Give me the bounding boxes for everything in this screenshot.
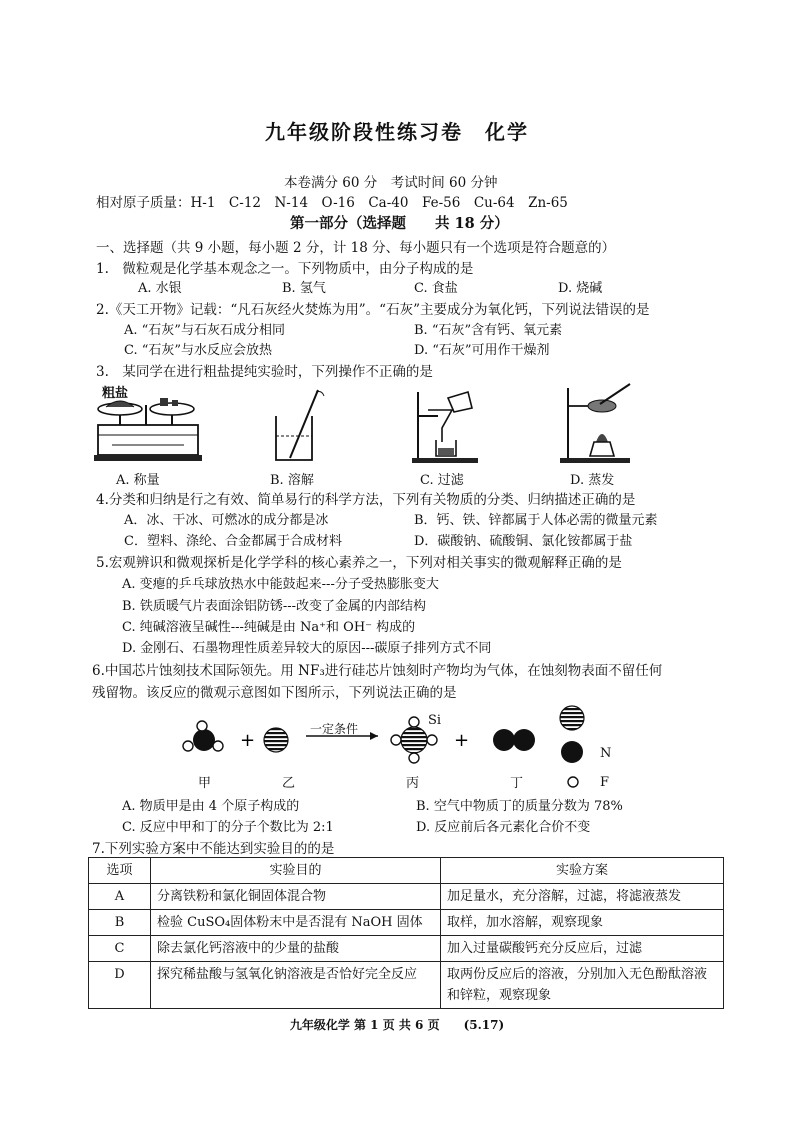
- q5-option-a: A. 变瘪的乒乓球放热水中能鼓起来---分子受热膨胀变大: [122, 577, 439, 592]
- q6-option-d: D. 反应前后各元素化合价不变: [416, 820, 591, 835]
- evaporation-figure: [556, 382, 636, 464]
- row-c-option: C: [89, 936, 151, 962]
- legend-n: N: [600, 746, 612, 761]
- legend-si-symbol: [560, 706, 584, 730]
- legend-f-symbol: [568, 777, 578, 787]
- species-ding: 丁: [510, 776, 524, 791]
- table-row: [89, 910, 724, 936]
- q2-option-b: B. “石灰”含有钙、氧元素: [414, 323, 563, 338]
- filtration-figure: [410, 388, 482, 464]
- salt-label: 粗盐: [102, 386, 129, 401]
- species-yi: 乙: [282, 776, 296, 791]
- header-plan: 实验方案: [441, 858, 724, 884]
- exam-info: 本卷满分 60 分 考试时间 60 分钟: [284, 175, 498, 191]
- page-title: 九年级阶段性练习卷 化学: [265, 120, 529, 144]
- legend-n-symbol: [561, 741, 583, 763]
- species-bing: 丙: [406, 776, 420, 791]
- q2-option-c: C. “石灰”与水反应会放热: [124, 343, 273, 358]
- section-intro: 一、选择题（共 9 小题，每小题 2 分，计 18 分、每小题只有一个选项是符合题意的）: [96, 240, 616, 256]
- table-header-row: [89, 858, 724, 884]
- q4-option-c: C．塑料、涤纶、合金都属于合成材料: [124, 534, 342, 549]
- table-row: [89, 936, 724, 962]
- q1-option-d: D. 烧碱: [558, 281, 603, 296]
- q5-option-d: D. 金刚石、石墨物理性质差异较大的原因---碳原子排列方式不同: [122, 641, 492, 656]
- q7-stem: 7.下列实验方案中不能达到实验目的的是: [92, 841, 335, 857]
- q1-option-c: C. 食盐: [414, 281, 458, 296]
- q6-option-b: B. 空气中物质丁的质量分数为 78%: [416, 799, 623, 814]
- q1-option-a: A. 水银: [138, 281, 182, 296]
- row-c-purpose: 除去氯化钙溶液中的少量的盐酸: [151, 936, 441, 962]
- page-footer: 九年级化学 第 1 页 共 6 页 (5.17): [289, 1018, 505, 1032]
- experiment-table: [88, 857, 724, 1009]
- molecule-jia: [183, 721, 223, 751]
- q4-stem: 4.分类和归纳是行之有效、简单易行的科学方法，下列有关物质的分类、归纳描述正确的是: [96, 492, 636, 508]
- row-d-option: D: [89, 962, 151, 1009]
- row-b-option: B: [89, 910, 151, 936]
- row-d-plan: 取两份反应后的溶液，分别加入无色酚酞溶液和锌粒，观察现象: [441, 962, 724, 1009]
- q1-option-b: B. 氢气: [282, 281, 326, 296]
- molecule-ding: [493, 729, 535, 751]
- header-purpose: 实验目的: [151, 858, 441, 884]
- q5-option-c: C. 纯碱溶液呈碱性---纯碱是由 Na⁺和 OH⁻ 构成的: [122, 620, 416, 635]
- q1-stem: 1. 微粒观是化学基本观念之一。下列物质中，由分子构成的是: [96, 261, 474, 277]
- row-b-plan: 取样，加水溶解，观察现象: [441, 910, 724, 936]
- q5-option-b: B. 铁质暖气片表面涂铝防锈---改变了金属的内部结构: [122, 599, 426, 614]
- table-row: [89, 962, 724, 1009]
- atomic-masses: 相对原子质量：H-1 C-12 N-14 O-16 Ca-40 Fe-56 Cu-64 Zn-65: [96, 195, 568, 211]
- q3-label-c: C. 过滤: [420, 473, 464, 488]
- row-c-plan: 加入过量碳酸钙充分反应后，过滤: [441, 936, 724, 962]
- q3-label-a: A. 称量: [116, 473, 160, 488]
- row-a-plan: 加足量水，充分溶解，过滤，将滤液蒸发: [441, 884, 724, 910]
- svg-text:+: +: [454, 730, 470, 751]
- q3-stem: 3. 某同学在进行粗盐提纯实验时，下列操作不正确的是: [96, 364, 433, 380]
- q6-stem-line1: 6.中国芯片蚀刻技术国际领先。用 NF₃进行硅芯片蚀刻时产物均为气体，在蚀刻物表面不留任何: [92, 663, 663, 679]
- q4-option-a: A．冰、干冰、可燃冰的成分都是冰: [124, 513, 329, 528]
- molecule-yi: [264, 728, 288, 752]
- svg-text:+: +: [240, 730, 256, 751]
- species-jia: 甲: [198, 776, 212, 791]
- q6-stem-line2: 残留物。该反应的微观示意图如下图所示，下列说法正确的是: [92, 685, 457, 701]
- q4-option-d: D．碳酸钠、硫酸铜、氯化铵都属于盐: [414, 534, 633, 549]
- q5-stem: 5.宏观辨识和微观探析是化学学科的核心素养之一，下列对相关事实的微观解释正确的是: [96, 555, 622, 571]
- reaction-condition: 一定条件: [310, 722, 359, 736]
- beaker-figure: [268, 388, 328, 464]
- row-b-purpose: 检验 CuSO₄固体粉末中是否混有 NaOH 固体: [151, 910, 441, 936]
- q3-label-d: D. 蒸发: [570, 473, 615, 488]
- header-option: 选项: [89, 858, 151, 884]
- legend-si: Si: [428, 713, 442, 728]
- row-a-option: A: [89, 884, 151, 910]
- row-a-purpose: 分离铁粉和氯化铜固体混合物: [151, 884, 441, 910]
- q2-option-a: A. “石灰”与石灰石成分相同: [124, 323, 285, 338]
- q2-stem: 2.《天工开物》记载：“凡石灰经火焚炼为用”。“石灰”主要成分为氧化钙，下列说法错误的是: [96, 302, 650, 318]
- q3-label-b: B. 溶解: [270, 473, 314, 488]
- balance-figure: [92, 395, 204, 465]
- q2-option-d: D. “石灰”可用作干燥剂: [414, 343, 550, 358]
- table-row: [89, 884, 724, 910]
- legend-f: F: [600, 775, 610, 790]
- part-heading: 第一部分（选择题 共 18 分）: [290, 215, 509, 232]
- q6-option-c: C. 反应中甲和丁的分子个数比为 2:1: [122, 820, 334, 835]
- q4-option-b: B．钙、铁、锌都属于人体必需的微量元素: [414, 513, 658, 528]
- q6-option-a: A. 物质甲是由 4 个原子构成的: [122, 799, 300, 814]
- row-d-purpose: 探究稀盐酸与氢氧化钠溶液是否恰好完全反应: [151, 962, 441, 1009]
